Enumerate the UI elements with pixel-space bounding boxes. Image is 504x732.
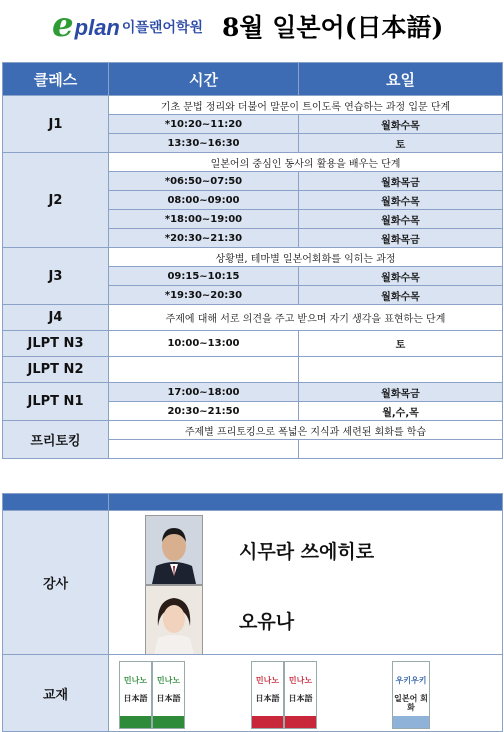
class-description: 일본어의 중심인 동사의 활용을 배우는 단계 bbox=[109, 153, 503, 172]
textbook-cover: 우키우키 일본어 회화 bbox=[392, 661, 430, 729]
eplan-logo[interactable] bbox=[52, 5, 204, 45]
logo-e: e bbox=[52, 5, 74, 45]
time-cell: 10:00~13:00 bbox=[109, 331, 299, 357]
header-class: 클레스 bbox=[3, 63, 109, 96]
time-cell: 17:00~18:00 bbox=[109, 383, 299, 402]
info-header-right bbox=[109, 494, 503, 511]
class-description: 상황별, 테마별 일본어회화를 익히는 과정 bbox=[109, 248, 503, 267]
time-cell: *06:50~07:50 bbox=[109, 172, 299, 191]
day-cell: 월화목금 bbox=[299, 229, 503, 248]
logo-academy-name: 이플랜어학원 bbox=[121, 20, 204, 36]
time-cell: *19:30~20:30 bbox=[109, 286, 299, 305]
textbook-cover: 민나노 日本語 bbox=[251, 661, 284, 729]
day-cell: 월화수목 bbox=[299, 267, 503, 286]
teacher-cell bbox=[109, 511, 503, 655]
class-jlpt-n1: JLPT N1 bbox=[3, 383, 109, 421]
textbook-cell bbox=[109, 655, 503, 732]
time-cell: 09:15~10:15 bbox=[109, 267, 299, 286]
textbook-cover: 민나노 日本語 bbox=[284, 661, 317, 729]
day-cell: 월화목금 bbox=[299, 383, 503, 402]
teacher-label: 강사 bbox=[3, 511, 109, 655]
time-cell: 13:30~16:30 bbox=[109, 134, 299, 153]
teacher-photo bbox=[145, 585, 203, 655]
header-day: 요일 bbox=[299, 63, 503, 96]
day-cell bbox=[299, 357, 503, 383]
header bbox=[0, 0, 504, 56]
time-cell bbox=[109, 357, 299, 383]
class-j1: J1 bbox=[3, 96, 109, 153]
header-time: 시간 bbox=[109, 63, 299, 96]
class-j2: J2 bbox=[3, 153, 109, 248]
time-cell: *20:30~21:30 bbox=[109, 229, 299, 248]
textbook-cover: 민나노 日本語 bbox=[152, 661, 185, 729]
class-description: 주제별 프리토킹으로 폭넓은 지식과 세련된 회화를 학습 bbox=[109, 421, 503, 440]
time-cell: 20:30~21:50 bbox=[109, 402, 299, 421]
class-jlpt-n3: JLPT N3 bbox=[3, 331, 109, 357]
teacher-name: 시무라 쓰에히로 bbox=[239, 541, 375, 563]
logo-plan: plan bbox=[74, 15, 120, 40]
time-cell bbox=[109, 440, 299, 459]
class-description: 기초 문법 정리와 더불어 말문이 트이도록 연습하는 과정 입문 단계 bbox=[109, 96, 503, 115]
day-cell: 토 bbox=[299, 331, 503, 357]
day-cell: 월화수목 bbox=[299, 115, 503, 134]
day-cell: 월화수목 bbox=[299, 191, 503, 210]
class-j4: J4 bbox=[3, 305, 109, 331]
day-cell: 월,수,목 bbox=[299, 402, 503, 421]
class-j3: J3 bbox=[3, 248, 109, 305]
time-cell: *10:20~11:20 bbox=[109, 115, 299, 134]
schedule-table bbox=[2, 62, 503, 459]
day-cell: 월화목금 bbox=[299, 172, 503, 191]
day-cell bbox=[299, 440, 503, 459]
page-title: 8월 일본어(日本語) bbox=[222, 13, 444, 42]
table-row bbox=[3, 383, 503, 402]
info-header-left bbox=[3, 494, 109, 511]
teacher-name: 오유나 bbox=[239, 611, 295, 633]
teacher-photo bbox=[145, 515, 203, 585]
info-table bbox=[2, 493, 503, 732]
class-description: 주제에 대해 서로 의견을 주고 받으며 자기 생각을 표현하는 단계 bbox=[109, 305, 503, 331]
time-cell: *18:00~19:00 bbox=[109, 210, 299, 229]
textbook-cover: 민나노 日本語 bbox=[119, 661, 152, 729]
class-free-talking: 프리토킹 bbox=[3, 421, 109, 459]
day-cell: 토 bbox=[299, 134, 503, 153]
day-cell: 월화수목 bbox=[299, 286, 503, 305]
class-jlpt-n2: JLPT N2 bbox=[3, 357, 109, 383]
day-cell: 월화수목 bbox=[299, 210, 503, 229]
time-cell: 08:00~09:00 bbox=[109, 191, 299, 210]
textbook-label: 교재 bbox=[3, 655, 109, 732]
